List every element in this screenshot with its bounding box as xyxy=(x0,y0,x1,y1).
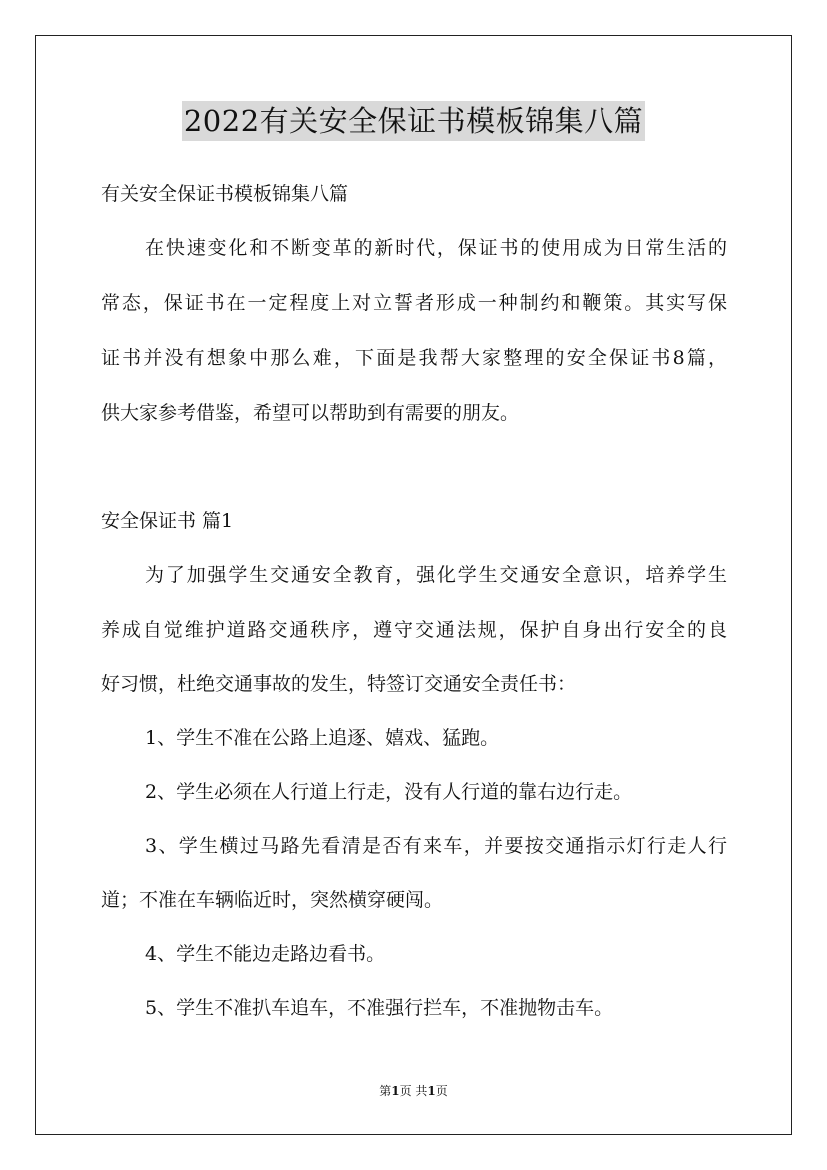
intro-line-1: 在快速变化和不断变革的新时代，保证书的使用成为日常生活的 xyxy=(145,237,727,259)
section-paragraph-line-1: 为了加强学生交通安全教育，强化学生交通安全意识，培养学生 xyxy=(145,564,727,586)
footer-page-suffix: 页 xyxy=(435,1084,448,1098)
list-item-2: 2、学生必须在人行道上行走，没有人行道的靠右边行走。 xyxy=(145,781,633,803)
title-container xyxy=(0,101,827,141)
section-heading: 安全保证书 篇1 xyxy=(101,510,234,532)
list-item-5: 5、学生不准扒车追车，不准强行拦车，不准抛物击车。 xyxy=(145,997,614,1019)
intro-line-2: 常态，保证书在一定程度上对立誓者形成一种制约和鞭策。其实写保 xyxy=(101,292,727,314)
list-item-3-line-2: 道；不准在车辆临近时，突然横穿硬闯。 xyxy=(101,889,444,911)
list-item-1: 1、学生不准在公路上追逐、嬉戏、猛跑。 xyxy=(145,727,500,749)
list-item-4: 4、学生不能边走路边看书。 xyxy=(145,943,386,965)
list-item-3-line-1: 3、学生横过马路先看清是否有来车，并要按交通指示灯行走人行 xyxy=(145,835,727,857)
footer-page-number: 1 xyxy=(391,1084,400,1098)
intro-line-3: 证书并没有想象中那么难，下面是我帮大家整理的安全保证书8篇， xyxy=(101,347,727,369)
document-subtitle: 有关安全保证书模板锦集八篇 xyxy=(101,183,349,205)
footer-page-prefix: 第 xyxy=(379,1084,392,1098)
footer-page-mid: 页 共 xyxy=(399,1084,428,1098)
footer-total-pages: 1 xyxy=(427,1084,436,1098)
section-paragraph-line-3: 好习惯，杜绝交通事故的发生，特签订交通安全责任书： xyxy=(101,673,577,695)
document-title: 2022有关安全保证书模板锦集八篇 xyxy=(182,101,645,141)
page-footer xyxy=(0,1083,827,1099)
intro-line-4: 供大家参考借鉴，希望可以帮助到有需要的朋友。 xyxy=(101,402,520,424)
section-paragraph-line-2: 养成自觉维护道路交通秩序，遵守交通法规，保护自身出行安全的良 xyxy=(101,619,727,641)
